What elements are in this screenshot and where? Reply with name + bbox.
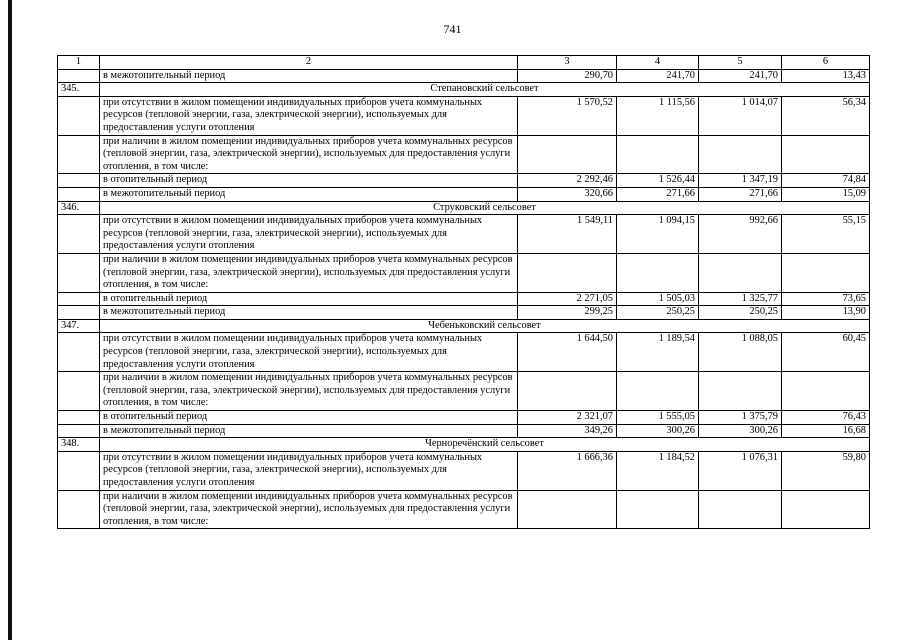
value-col-3: 299,25 [518, 306, 617, 320]
section-title: Чебеньковский сельсовет [100, 319, 870, 333]
row-index-cell [58, 253, 100, 292]
value-col-4: 1 115,56 [617, 96, 699, 135]
value-col-6: 56,34 [782, 96, 870, 135]
header-col-4: 4 [617, 56, 699, 70]
section-number: 346. [58, 201, 100, 215]
header-col-2: 2 [100, 56, 518, 70]
row-description: при отсутствии в жилом помещении индивидуальных приборов учета коммунальных ресурсов (тепловой энергии, газа, электрической энергии), используемых для предоставления услуги отопления [100, 96, 518, 135]
value-col-6: 73,65 [782, 292, 870, 306]
value-col-5: 1 375,79 [699, 411, 782, 425]
value-col-5: 250,25 [699, 306, 782, 320]
header-col-5: 5 [699, 56, 782, 70]
row-index-cell [58, 451, 100, 490]
value-col-3: 2 271,05 [518, 292, 617, 306]
section-row [58, 319, 870, 333]
row-description: в отопительный период [100, 292, 518, 306]
value-col-6: 59,80 [782, 451, 870, 490]
row-index-cell [58, 424, 100, 438]
table-row [58, 372, 870, 411]
value-col-3: 1 666,36 [518, 451, 617, 490]
value-col-6 [782, 253, 870, 292]
value-col-3: 349,26 [518, 424, 617, 438]
value-col-5: 1 014,07 [699, 96, 782, 135]
value-col-5 [699, 135, 782, 174]
page-margin-bar [8, 0, 12, 640]
value-col-3 [518, 135, 617, 174]
table-row [58, 69, 870, 83]
value-col-3: 2 292,46 [518, 174, 617, 188]
value-col-6 [782, 372, 870, 411]
row-description: в межотопительный период [100, 306, 518, 320]
value-col-4: 1 094,15 [617, 215, 699, 254]
header-col-3: 3 [518, 56, 617, 70]
value-col-4: 250,25 [617, 306, 699, 320]
header-col-6: 6 [782, 56, 870, 70]
value-col-3: 1 644,50 [518, 333, 617, 372]
row-index-cell [58, 333, 100, 372]
value-col-6: 60,45 [782, 333, 870, 372]
table-row [58, 424, 870, 438]
table-row [58, 292, 870, 306]
value-col-6: 76,43 [782, 411, 870, 425]
tariff-table [57, 55, 870, 529]
value-col-4: 1 526,44 [617, 174, 699, 188]
value-col-4: 271,66 [617, 187, 699, 201]
row-index-cell [58, 292, 100, 306]
row-description: в межотопительный период [100, 69, 518, 83]
value-col-6: 16,68 [782, 424, 870, 438]
value-col-4: 1 189,54 [617, 333, 699, 372]
value-col-4 [617, 253, 699, 292]
table-row [58, 135, 870, 174]
value-col-6: 74,84 [782, 174, 870, 188]
value-col-6: 13,43 [782, 69, 870, 83]
section-row [58, 201, 870, 215]
row-index-cell [58, 135, 100, 174]
section-title: Степановский сельсовет [100, 83, 870, 97]
row-index-cell [58, 69, 100, 83]
row-index-cell [58, 96, 100, 135]
page-number: 741 [443, 22, 462, 36]
value-col-5: 1 347,19 [699, 174, 782, 188]
value-col-5: 271,66 [699, 187, 782, 201]
value-col-4: 241,70 [617, 69, 699, 83]
table-row [58, 306, 870, 320]
value-col-6 [782, 135, 870, 174]
section-row [58, 438, 870, 452]
value-col-5: 992,66 [699, 215, 782, 254]
table-row [58, 253, 870, 292]
row-index-cell [58, 215, 100, 254]
value-col-5 [699, 253, 782, 292]
section-title: Черноречёнский сельсовет [100, 438, 870, 452]
section-number: 345. [58, 83, 100, 97]
row-description: при наличии в жилом помещении индивидуальных приборов учета коммунальных ресурсов (тепловой энергии, газа, электрической энергии), используемых для предоставления услуги отопления, в том числе: [100, 135, 518, 174]
value-col-4: 300,26 [617, 424, 699, 438]
table-row [58, 333, 870, 372]
header-row [58, 56, 870, 70]
table-row [58, 174, 870, 188]
value-col-4 [617, 372, 699, 411]
row-description: в отопительный период [100, 174, 518, 188]
header-col-1: 1 [58, 56, 100, 70]
value-col-6: 15,09 [782, 187, 870, 201]
table-body [58, 69, 870, 529]
table-row [58, 215, 870, 254]
row-index-cell [58, 372, 100, 411]
value-col-6: 55,15 [782, 215, 870, 254]
value-col-5: 300,26 [699, 424, 782, 438]
section-number: 348. [58, 438, 100, 452]
table-row [58, 490, 870, 529]
table-row [58, 411, 870, 425]
table-row [58, 451, 870, 490]
section-title: Струковский сельсовет [100, 201, 870, 215]
row-description: при наличии в жилом помещении индивидуальных приборов учета коммунальных ресурсов (тепловой энергии, газа, электрической энергии), используемых для предоставления услуги отопления, в том числе: [100, 372, 518, 411]
value-col-6: 13,90 [782, 306, 870, 320]
table-row [58, 96, 870, 135]
value-col-6 [782, 490, 870, 529]
value-col-4 [617, 490, 699, 529]
value-col-5: 241,70 [699, 69, 782, 83]
value-col-3 [518, 490, 617, 529]
value-col-3 [518, 253, 617, 292]
row-index-cell [58, 411, 100, 425]
value-col-4: 1 505,03 [617, 292, 699, 306]
row-description: в межотопительный период [100, 187, 518, 201]
row-description: при наличии в жилом помещении индивидуальных приборов учета коммунальных ресурсов (тепловой энергии, газа, электрической энергии), используемых для предоставления услуги отопления, в том числе: [100, 253, 518, 292]
value-col-3: 1 570,52 [518, 96, 617, 135]
value-col-3: 320,66 [518, 187, 617, 201]
value-col-5: 1 088,05 [699, 333, 782, 372]
value-col-5: 1 076,31 [699, 451, 782, 490]
value-col-4: 1 555,05 [617, 411, 699, 425]
value-col-3: 1 549,11 [518, 215, 617, 254]
row-description: в отопительный период [100, 411, 518, 425]
row-description: при отсутствии в жилом помещении индивидуальных приборов учета коммунальных ресурсов (тепловой энергии, газа, электрической энергии), используемых для предоставления услуги отопления [100, 451, 518, 490]
row-index-cell [58, 187, 100, 201]
row-index-cell [58, 174, 100, 188]
row-index-cell [58, 306, 100, 320]
row-description: при отсутствии в жилом помещении индивидуальных приборов учета коммунальных ресурсов (тепловой энергии, газа, электрической энергии), используемых для предоставления услуги отопления [100, 333, 518, 372]
value-col-4: 1 184,52 [617, 451, 699, 490]
row-index-cell [58, 490, 100, 529]
table-row [58, 187, 870, 201]
value-col-3: 2 321,07 [518, 411, 617, 425]
value-col-5 [699, 490, 782, 529]
value-col-5: 1 325,77 [699, 292, 782, 306]
value-col-5 [699, 372, 782, 411]
value-col-3: 290,70 [518, 69, 617, 83]
section-row [58, 83, 870, 97]
row-description: при наличии в жилом помещении индивидуальных приборов учета коммунальных ресурсов (тепловой энергии, газа, электрической энергии), используемых для предоставления услуги отопления, в том числе: [100, 490, 518, 529]
value-col-3 [518, 372, 617, 411]
section-number: 347. [58, 319, 100, 333]
row-description: в межотопительный период [100, 424, 518, 438]
value-col-4 [617, 135, 699, 174]
row-description: при отсутствии в жилом помещении индивидуальных приборов учета коммунальных ресурсов (тепловой энергии, газа, электрической энергии), используемых для предоставления услуги отопления [100, 215, 518, 254]
